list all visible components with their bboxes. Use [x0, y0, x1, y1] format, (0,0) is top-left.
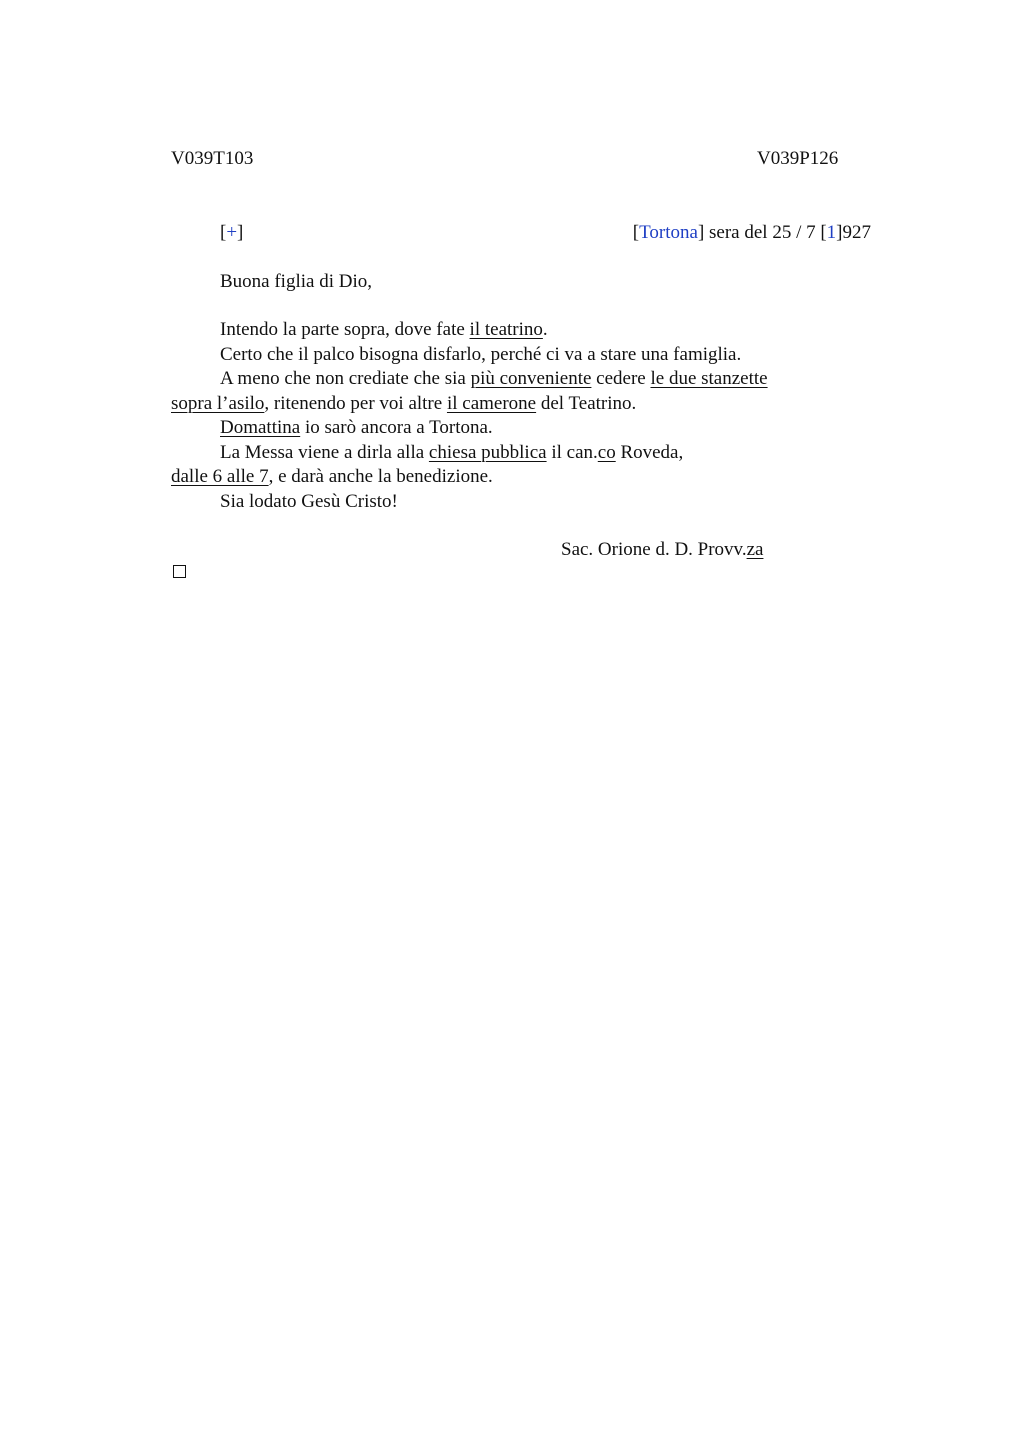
signature-text: Sac. Orione d. D. Provv.: [561, 539, 747, 560]
place-bracket-open: [: [632, 222, 640, 243]
date-century: 1: [826, 222, 837, 243]
paragraph-3-continued: [171, 392, 636, 416]
p4-text: io sarò ancora a Tortona.: [300, 417, 493, 438]
p5-text: La Messa viene a dirla alla: [220, 442, 429, 463]
p3c-underlined-2: il camerone: [446, 393, 537, 414]
paragraph-2: Certo che il palco bisogna disfarlo, perché ci va a stare una famiglia.: [220, 344, 742, 365]
cross-bracket-close: ]: [237, 222, 244, 243]
p3-underlined-1: più conveniente: [470, 368, 592, 389]
paragraph-5: [220, 441, 683, 465]
p5c-text: , e darà anche la benedizione.: [268, 466, 493, 487]
place-name: Tortona: [639, 222, 698, 243]
date-end: ]927: [836, 222, 871, 243]
document-code-left: V039T103: [171, 148, 254, 169]
p3c-underlined: sopra l’asilo: [171, 393, 265, 414]
p1-text: Intendo la parte sopra, dove fate: [220, 319, 470, 340]
p1-end: .: [542, 319, 548, 340]
cross-bracket-open: [: [220, 222, 227, 243]
paragraph-3: [220, 367, 768, 391]
p5c-underlined: dalle 6 alle 7: [171, 466, 269, 487]
p5-end: Roveda,: [615, 442, 684, 463]
cross-symbol: +: [226, 222, 238, 243]
p5-underlined-2: co: [597, 442, 616, 463]
p3-underlined-2: le due stanzette: [650, 368, 768, 389]
p3-text: A meno che non crediate che sia: [220, 368, 471, 389]
paragraph-1: [220, 318, 548, 342]
p3c-text: , ritenendo per voi altre: [264, 393, 447, 414]
salutation: Buona figlia di Dio,: [220, 271, 372, 292]
date-text: sera del 25 / 7 [: [704, 222, 827, 243]
paragraph-4: [220, 416, 493, 440]
p5-underlined: chiesa pubblica: [428, 442, 547, 463]
p1-underlined: il teatrino: [469, 319, 543, 340]
closing-line: Sia lodato Gesù Cristo!: [220, 491, 398, 512]
place-bracket-close: ]: [697, 222, 705, 243]
signature-underlined: za: [746, 539, 764, 560]
document-code-right: V039P126: [757, 148, 839, 169]
end-marker-icon: [173, 565, 186, 578]
p3-middle: cedere: [591, 368, 651, 389]
cross-mark: [220, 221, 243, 245]
p4-underlined: Domattina: [220, 417, 301, 438]
p3c-end: del Teatrino.: [536, 393, 637, 414]
paragraph-5-continued: [171, 465, 493, 489]
place-date: [633, 221, 871, 245]
p5-middle: il can.: [546, 442, 598, 463]
signature: [561, 538, 763, 562]
